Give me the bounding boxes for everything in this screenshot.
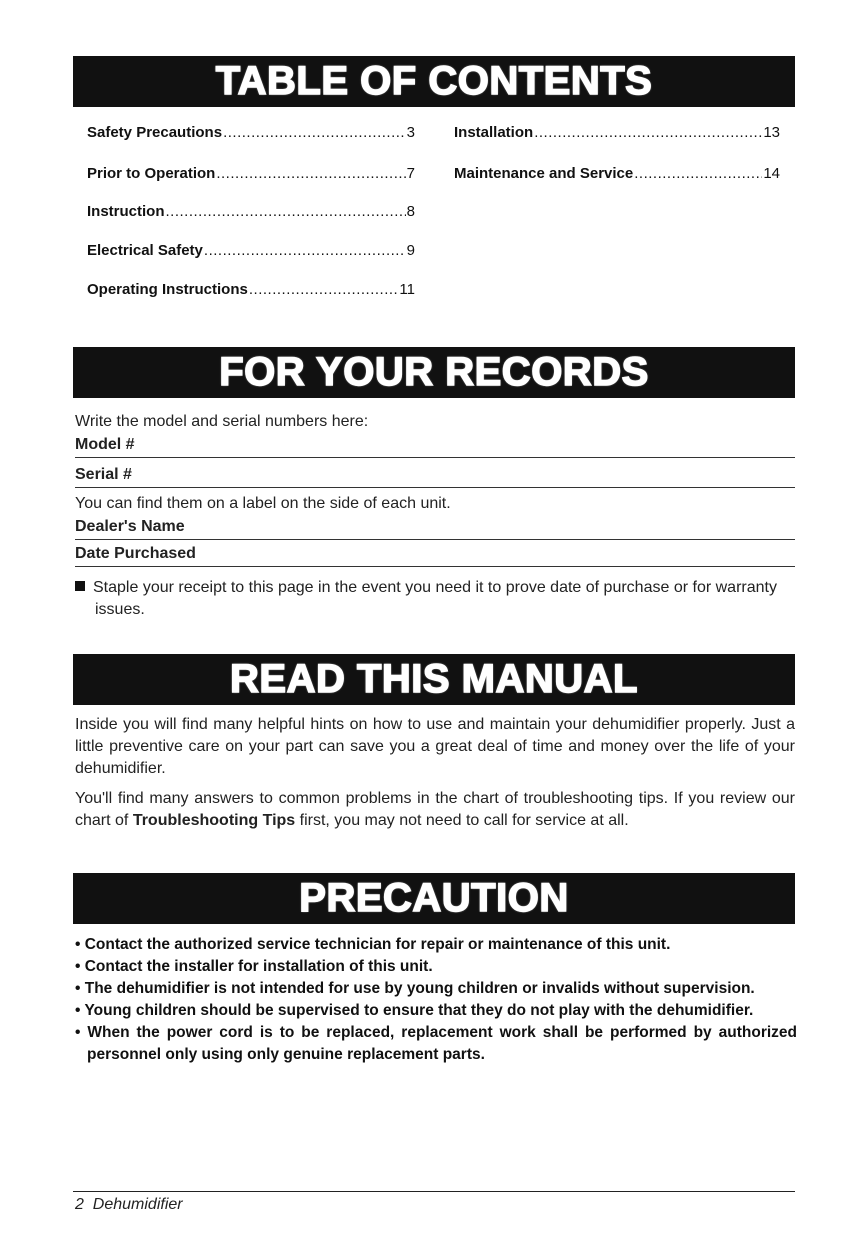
toc-entry-page: 9 xyxy=(406,242,415,259)
toc-leader-dots xyxy=(223,124,406,141)
dealer-name-label: Dealer's Name xyxy=(75,518,185,535)
toc-entry-prior-to-operation[interactable] xyxy=(87,165,415,182)
precaution-item: • When the power cord is to be replaced, replacement work shall be performed by authorized personnel only using only genuine replacement parts. xyxy=(75,1024,797,1063)
toc-entry-label: Maintenance and Service xyxy=(454,165,634,182)
product-name: Dehumidifier xyxy=(92,1196,183,1213)
toc-entry-maintenance-and-service[interactable] xyxy=(454,165,780,182)
precaution-item: • Young children should be supervised to ensure that they do not play with the dehumidifier. xyxy=(75,1002,754,1019)
toc-entry-label: Installation xyxy=(454,124,534,141)
page-footer xyxy=(75,1196,183,1214)
manual-heading: READ THIS MANUAL xyxy=(73,654,795,705)
serial-number-label: Serial # xyxy=(75,466,132,483)
toc-entry-instruction[interactable] xyxy=(87,203,415,220)
records-intro: Write the model and serial numbers here: xyxy=(75,413,369,430)
toc-leader-dots xyxy=(216,165,405,182)
toc-entry-page: 7 xyxy=(406,165,415,182)
toc-entry-label: Electrical Safety xyxy=(87,242,203,259)
toc-leader-dots xyxy=(634,165,762,182)
date-purchased-field[interactable] xyxy=(75,542,795,567)
toc-leader-dots xyxy=(249,281,399,298)
toc-entry-installation[interactable] xyxy=(454,124,780,141)
staple-receipt-note: Staple your receipt to this page in the event you need it to prove date of purchase or for warranty issues. xyxy=(75,577,795,621)
toc-entry-operating-instructions[interactable] xyxy=(87,281,415,298)
toc-entry-page: 8 xyxy=(406,203,415,220)
toc-entry-label: Prior to Operation xyxy=(87,165,216,182)
records-heading: FOR YOUR RECORDS xyxy=(73,347,795,398)
toc-entry-safety-precautions[interactable] xyxy=(87,124,415,141)
square-bullet-icon xyxy=(75,581,85,591)
serial-number-field[interactable] xyxy=(75,463,795,488)
toc-entry-label: Safety Precautions xyxy=(87,124,223,141)
toc-leader-dots xyxy=(166,203,406,220)
toc-entry-page: 11 xyxy=(399,281,415,298)
page-number: 2 xyxy=(75,1196,84,1213)
model-number-field[interactable] xyxy=(75,433,795,458)
precaution-heading: PRECAUTION xyxy=(73,873,795,924)
precaution-item: • Contact the installer for installation of this unit. xyxy=(75,958,433,975)
toc-entry-label: Operating Instructions xyxy=(87,281,248,298)
toc-entry-page: 14 xyxy=(763,165,780,182)
toc-entry-label: Instruction xyxy=(87,203,165,220)
precaution-item: • Contact the authorized service technician for repair or maintenance of this unit. xyxy=(75,936,671,953)
troubleshooting-tips-link[interactable]: Troubleshooting Tips xyxy=(132,812,296,829)
footer-divider xyxy=(73,1191,795,1192)
toc-leader-dots xyxy=(534,124,762,141)
toc-leader-dots xyxy=(204,242,406,259)
precaution-list xyxy=(75,934,797,1066)
model-number-label: Model # xyxy=(75,436,135,453)
dealer-name-field[interactable] xyxy=(75,515,795,540)
manual-intro-paragraph: Inside you will find many helpful hints on how to use and maintain your dehumidifier properly. Just a little preventive care on your part can save you a great deal of time and money over the life of your dehumidifier. xyxy=(75,716,795,777)
label-location-note: You can find them on a label on the side of each unit. xyxy=(75,495,451,512)
manual-troubleshooting-paragraph: You'll find many answers to common problems in the chart of troubleshooting tips. If you review our chart of Troubleshooting Tips first, you may not need to call for service at all. xyxy=(75,790,795,829)
precaution-item: • The dehumidifier is not intended for use by young children or invalids without supervision. xyxy=(75,980,755,997)
toc-heading: TABLE OF CONTENTS xyxy=(73,56,795,107)
date-purchased-label: Date Purchased xyxy=(75,545,196,562)
toc-entry-page: 13 xyxy=(763,124,780,141)
toc-entry-electrical-safety[interactable] xyxy=(87,242,415,259)
toc-entry-page: 3 xyxy=(406,124,415,141)
